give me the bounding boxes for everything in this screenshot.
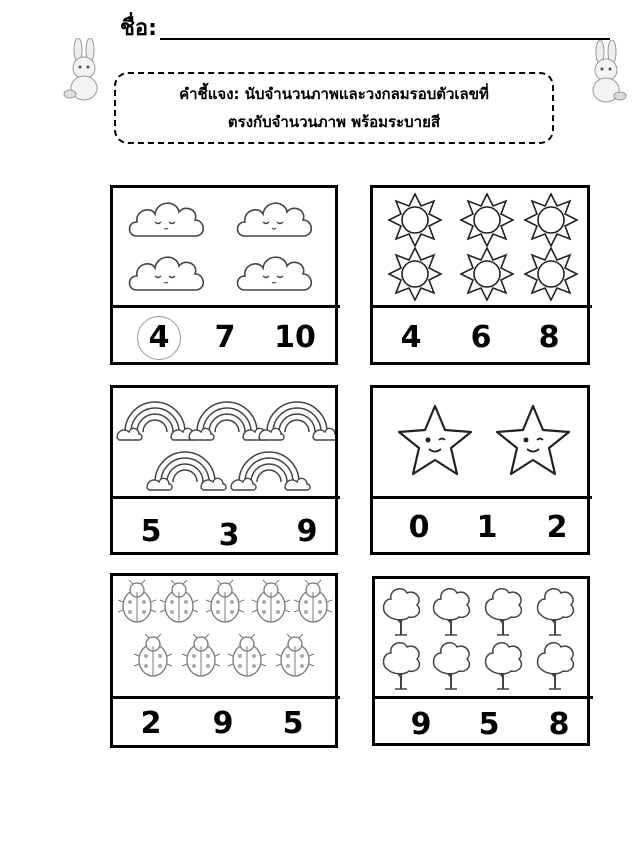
cloud-icon-group [113,188,335,306]
counting-card-rainbows [110,385,338,555]
name-label: ชื่อ: [120,16,157,41]
number-option[interactable]: 8 [538,320,560,355]
counting-card-suns [370,185,590,365]
number-option[interactable]: 7 [214,320,236,355]
bunny-icon [584,40,630,104]
number-option[interactable]: 0 [408,510,430,545]
number-option[interactable]: 2 [140,706,162,741]
number-option[interactable]: 8 [548,707,570,742]
number-option[interactable]: 1 [476,510,498,545]
number-option[interactable]: 4 [148,320,170,355]
counting-card-ladybugs [110,573,338,748]
number-option[interactable]: 10 [274,320,316,355]
rainbow-icon-group [113,388,335,496]
number-option[interactable]: 5 [140,514,162,549]
number-option[interactable]: 6 [470,320,492,355]
number-option[interactable]: 9 [296,514,318,549]
instruction-box [114,72,554,144]
tree-icon-group [375,579,587,697]
instruction-line-1: คำชี้แจง: นับจำนวนภาพและวงกลมรอบตัวเลขที่ [179,85,489,103]
star-icon-group [373,388,587,496]
counting-card-trees [372,576,590,746]
number-option[interactable]: 5 [478,707,500,742]
ladybug-icon-group [113,576,335,696]
counting-card-stars [370,385,590,555]
number-option[interactable]: 3 [218,518,240,553]
bunny-icon [62,38,108,102]
counting-card-clouds [110,185,338,365]
number-option[interactable]: 9 [410,707,432,742]
number-option[interactable]: 9 [212,706,234,741]
sun-icon-group [373,188,587,306]
number-option[interactable]: 5 [282,706,304,741]
number-option[interactable]: 2 [546,510,568,545]
name-write-line[interactable] [160,38,610,40]
instruction-line-2: ตรงกับจำนวนภาพ พร้อมระบายสี [227,113,441,131]
number-option[interactable]: 4 [400,320,422,355]
